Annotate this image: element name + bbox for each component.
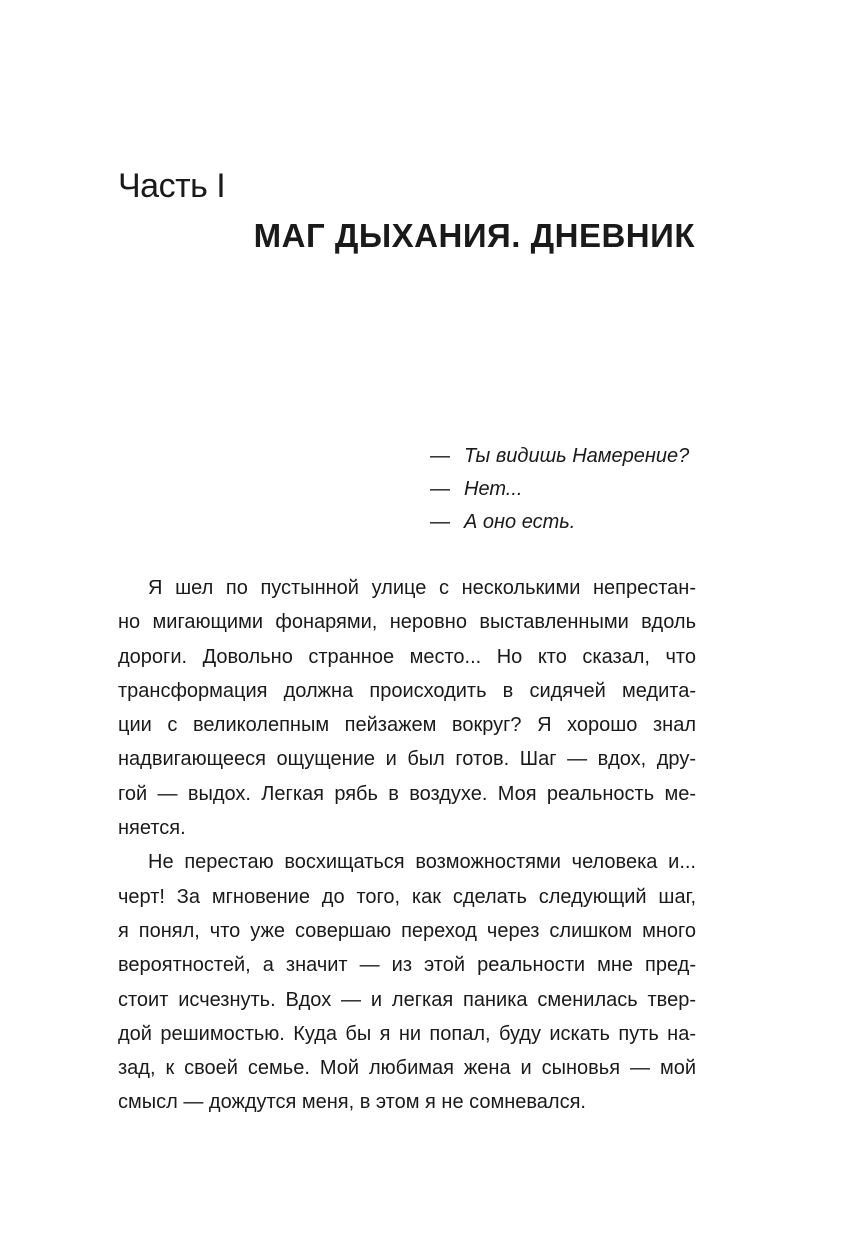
epigraph-text: А оно есть. xyxy=(464,511,576,533)
epigraph-line xyxy=(430,440,689,473)
chapter-title: МАГ ДЫХАНИЯ. ДНЕВНИК xyxy=(253,217,695,254)
text-line: няется. xyxy=(118,817,186,840)
text-line: надвигающееся ощущение и был готов. Шаг — вдох, дру- xyxy=(118,748,696,771)
paragraph-2 xyxy=(118,845,696,1119)
text-line: черт! За мгновение до того, как сделать следующий шаг, xyxy=(118,885,696,908)
text-line: гой — выдох. Легкая рябь в воздухе. Моя реальность ме- xyxy=(118,782,696,805)
text-line: Не перестаю восхищаться возможностями человека и... xyxy=(148,851,696,874)
text-line: вероятностей, а значит — из этой реальности мне пред- xyxy=(118,954,696,977)
text-line: смысл — дождутся меня, в этом я не сомневался. xyxy=(118,1091,586,1114)
epigraph-text: Ты видишь Намерение? xyxy=(464,445,690,467)
epigraph xyxy=(430,440,689,539)
text-line: но мигающими фонарями, неровно выставленными вдоль xyxy=(118,611,696,634)
text-line: дой решимостью. Куда бы я ни попал, буду искать путь на- xyxy=(118,1022,696,1045)
part-label: Часть I xyxy=(118,167,226,205)
epigraph-line xyxy=(430,506,689,539)
epigraph-line xyxy=(430,473,689,506)
epigraph-text: Нет... xyxy=(464,478,523,500)
text-line: зад, к своей семье. Мой любимая жена и сыновья — мой xyxy=(118,1057,696,1080)
epigraph-dash: — xyxy=(430,445,450,467)
epigraph-dash: — xyxy=(430,478,450,500)
paragraph-1 xyxy=(118,571,696,845)
text-line: дороги. Довольно странное место... Но кто сказал, что xyxy=(118,645,696,668)
epigraph-dash: — xyxy=(430,511,450,533)
text-line: я понял, что уже совершаю переход через слишком много xyxy=(118,919,696,942)
text-line: стоит исчезнуть. Вдох — и легкая паника сменилась твер- xyxy=(118,988,696,1011)
body-text xyxy=(118,571,696,1120)
text-line: трансформация должна происходить в сидячей медита- xyxy=(118,679,696,702)
text-line: ции с великолепным пейзажем вокруг? Я хорошо знал xyxy=(118,714,696,737)
text-line: Я шел по пустынной улице с несколькими непрестан- xyxy=(148,577,696,599)
